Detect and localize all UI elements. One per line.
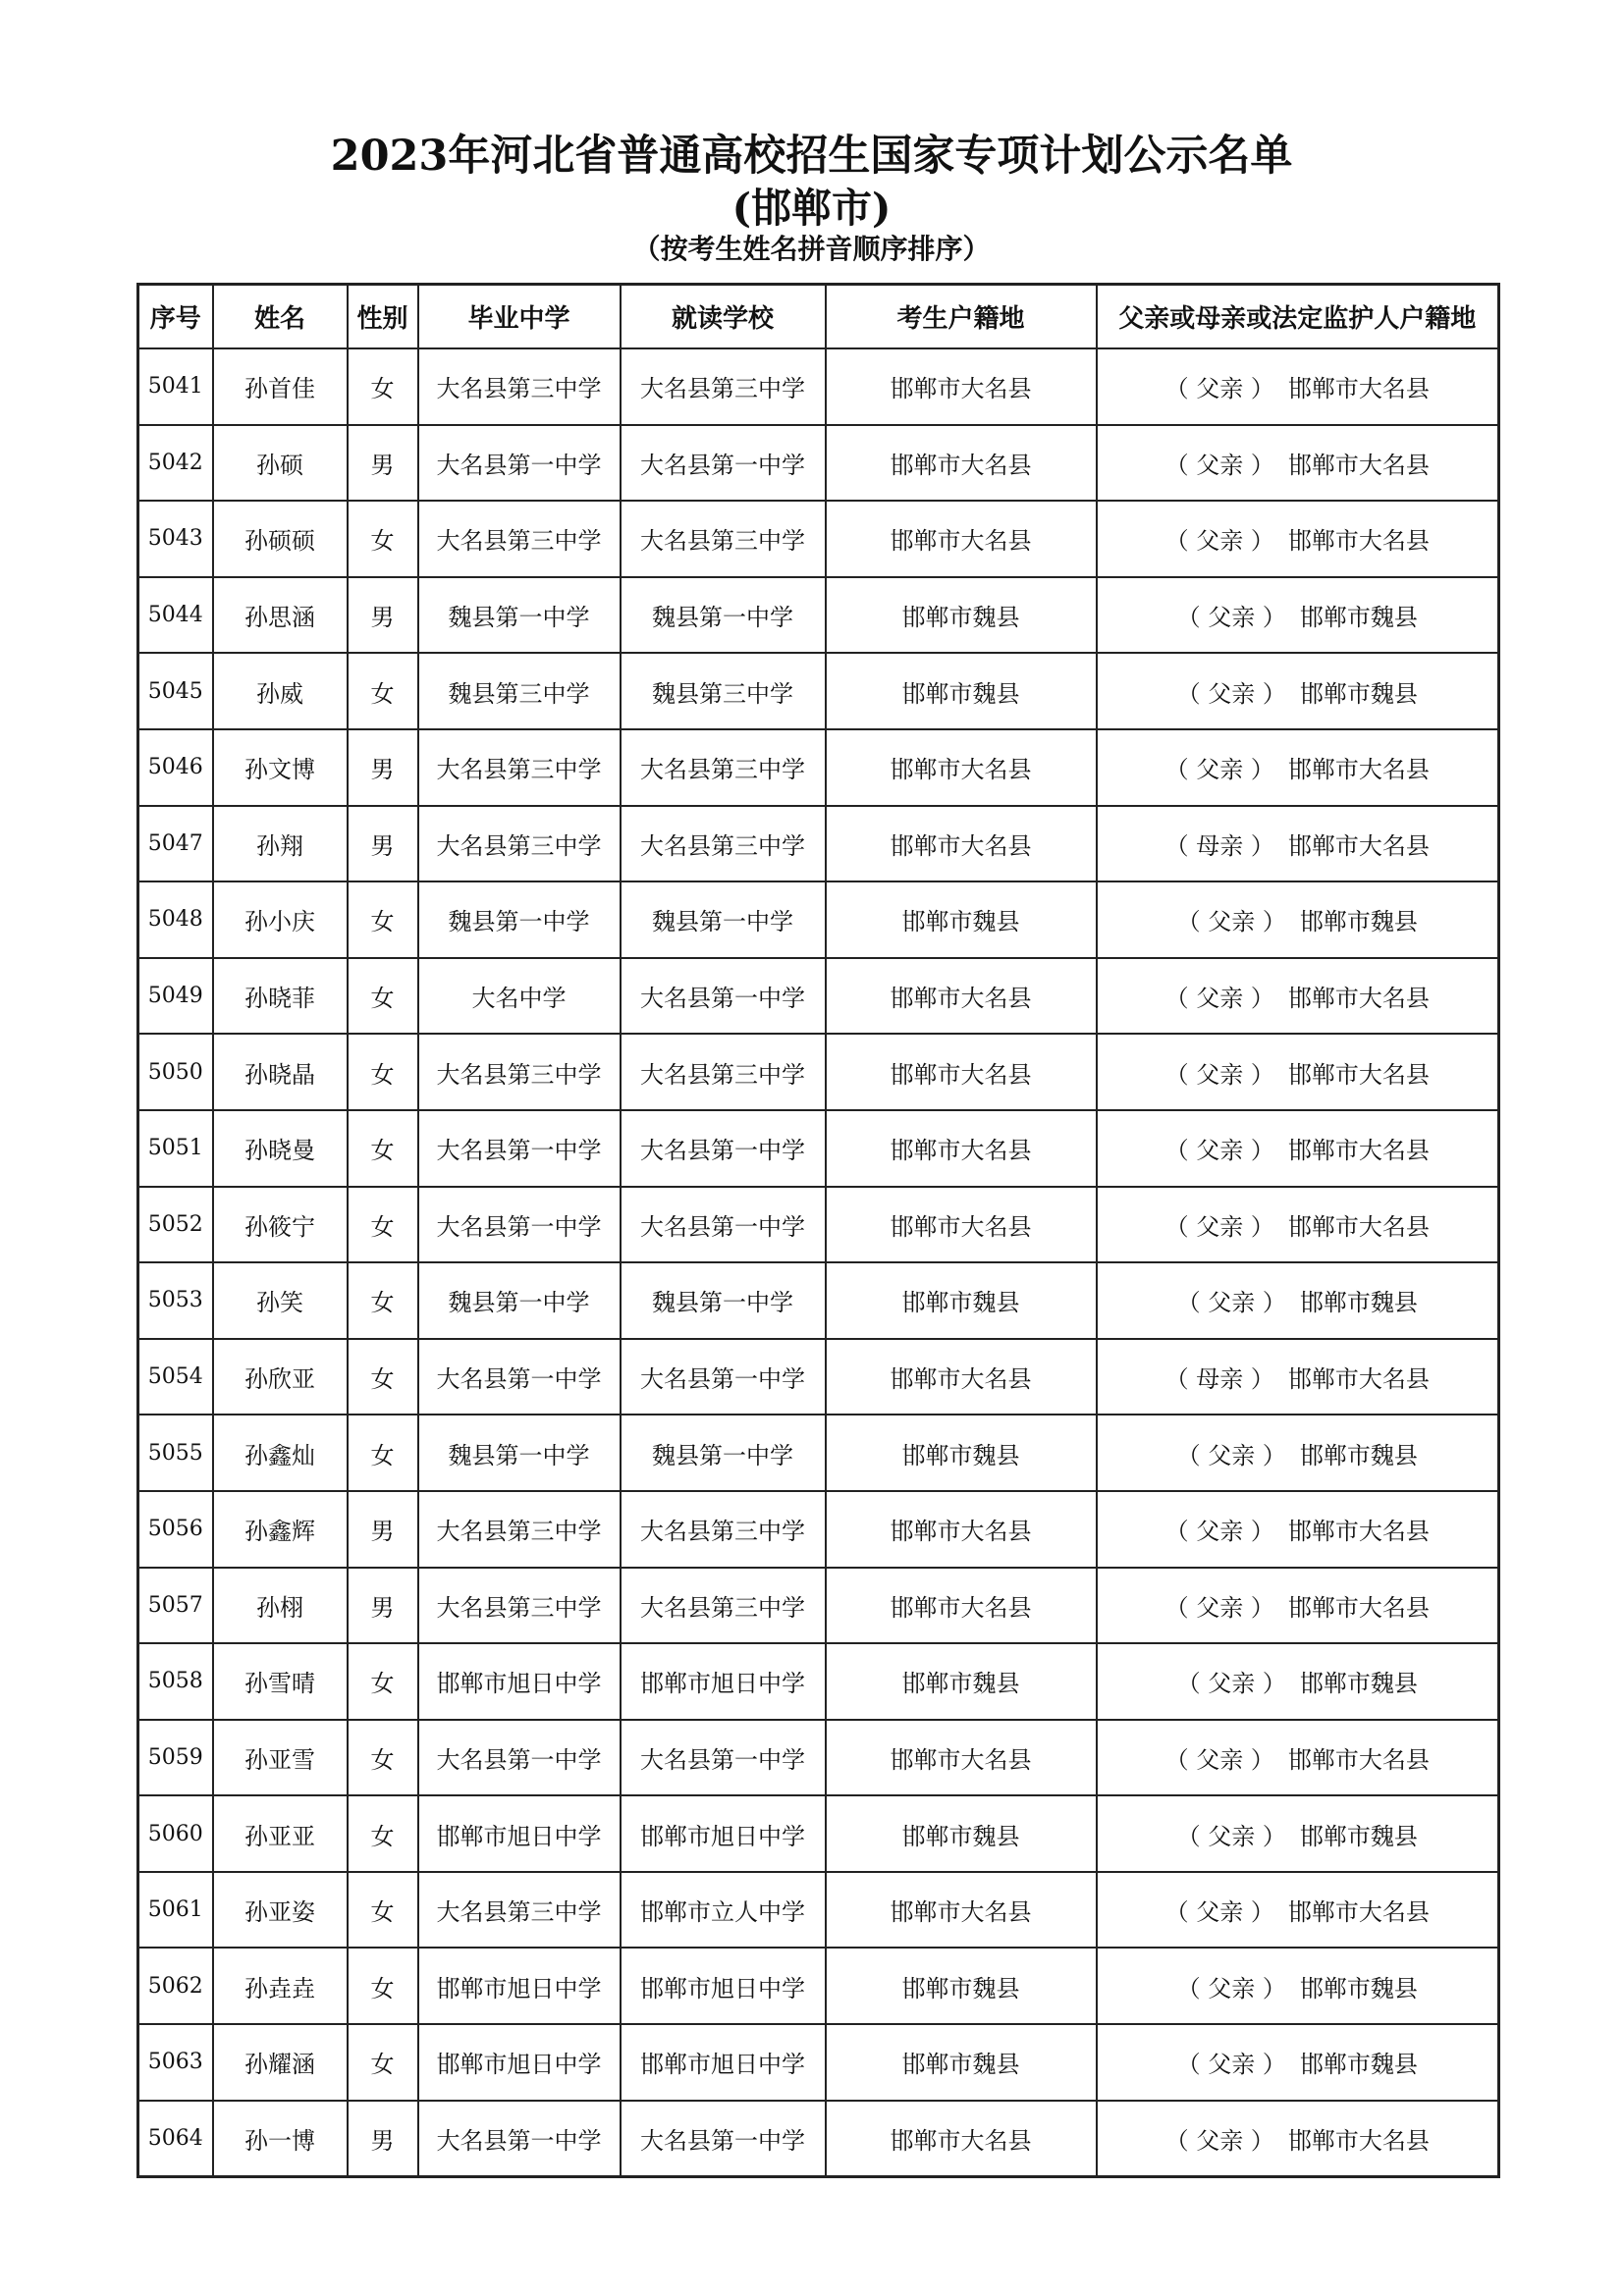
table-row bbox=[138, 1720, 1499, 1796]
cell-grad-school: 大名县第一中学 bbox=[418, 425, 621, 502]
column-header-guardian-residence: 父亲或母亲或法定监护人户籍地 bbox=[1097, 285, 1499, 349]
guardian-residence: 邯郸市大名县 bbox=[1287, 1365, 1430, 1394]
cell-residence: 邯郸市大名县 bbox=[826, 1568, 1097, 1644]
table-row bbox=[138, 1262, 1499, 1339]
cell-seq: 5053 bbox=[138, 1262, 213, 1339]
guardian-relation: （ 父亲 ） bbox=[1176, 604, 1286, 632]
cell-guardian bbox=[1097, 1491, 1499, 1568]
cell-gender: 男 bbox=[348, 1568, 418, 1644]
document-title: 2023年河北省普通高校招生国家专项计划公示名单 bbox=[330, 132, 1293, 181]
table-row bbox=[138, 1187, 1499, 1263]
guardian-relation: （ 父亲 ） bbox=[1164, 985, 1274, 1013]
cell-gender: 男 bbox=[348, 2101, 418, 2177]
cell-seq: 5046 bbox=[138, 729, 213, 806]
cell-gender: 男 bbox=[348, 425, 418, 502]
cell-residence: 邯郸市魏县 bbox=[826, 1643, 1097, 1720]
cell-seq: 5052 bbox=[138, 1187, 213, 1263]
guardian-residence: 邯郸市大名县 bbox=[1287, 756, 1430, 784]
guardian-relation: （ 父亲 ） bbox=[1176, 2051, 1286, 2079]
cell-seq: 5063 bbox=[138, 2024, 213, 2101]
cell-name: 孙垚垚 bbox=[213, 1948, 348, 2024]
cell-seq: 5048 bbox=[138, 881, 213, 958]
cell-current-school: 大名县第三中学 bbox=[621, 1491, 826, 1568]
cell-guardian bbox=[1097, 729, 1499, 806]
cell-guardian bbox=[1097, 1110, 1499, 1187]
cell-name: 孙翔 bbox=[213, 806, 348, 882]
table-row bbox=[138, 1568, 1499, 1644]
cell-grad-school: 大名县第三中学 bbox=[418, 806, 621, 882]
cell-current-school: 邯郸市旭日中学 bbox=[621, 1795, 826, 1872]
guardian-relation: （ 父亲 ） bbox=[1164, 527, 1274, 556]
cell-current-school: 大名县第三中学 bbox=[621, 1034, 826, 1110]
cell-grad-school: 邯郸市旭日中学 bbox=[418, 1795, 621, 1872]
cell-residence: 邯郸市大名县 bbox=[826, 1339, 1097, 1415]
guardian-residence: 邯郸市大名县 bbox=[1287, 1898, 1430, 1927]
cell-name: 孙晓曼 bbox=[213, 1110, 348, 1187]
cell-current-school: 邯郸市旭日中学 bbox=[621, 1643, 826, 1720]
cell-grad-school: 大名县第三中学 bbox=[418, 1568, 621, 1644]
cell-seq: 5051 bbox=[138, 1110, 213, 1187]
guardian-residence: 邯郸市大名县 bbox=[1287, 451, 1430, 479]
cell-residence: 邯郸市大名县 bbox=[826, 806, 1097, 882]
cell-name: 孙晓晶 bbox=[213, 1034, 348, 1110]
guardian-relation: （ 父亲 ） bbox=[1176, 908, 1286, 936]
cell-seq: 5045 bbox=[138, 653, 213, 729]
cell-gender: 男 bbox=[348, 806, 418, 882]
cell-grad-school: 魏县第一中学 bbox=[418, 1415, 621, 1491]
table-row bbox=[138, 806, 1499, 882]
guardian-residence: 邯郸市魏县 bbox=[1299, 1822, 1418, 1850]
cell-seq: 5050 bbox=[138, 1034, 213, 1110]
cell-gender: 女 bbox=[348, 1795, 418, 1872]
cell-gender: 女 bbox=[348, 1262, 418, 1339]
column-header-grad-school: 毕业中学 bbox=[418, 285, 621, 349]
guardian-relation: （ 父亲 ） bbox=[1176, 1289, 1286, 1317]
cell-seq: 5061 bbox=[138, 1872, 213, 1949]
cell-name: 孙文博 bbox=[213, 729, 348, 806]
table-row bbox=[138, 1110, 1499, 1187]
guardian-relation: （ 父亲 ） bbox=[1164, 1518, 1274, 1546]
cell-residence: 邯郸市大名县 bbox=[826, 729, 1097, 806]
guardian-residence: 邯郸市大名县 bbox=[1287, 1745, 1430, 1774]
table-row bbox=[138, 1339, 1499, 1415]
guardian-relation: （ 父亲 ） bbox=[1176, 679, 1286, 708]
guardian-relation: （ 母亲 ） bbox=[1164, 831, 1274, 860]
cell-residence: 邯郸市魏县 bbox=[826, 1948, 1097, 2024]
document-subtitle: (邯郸市) bbox=[731, 185, 892, 232]
cell-name: 孙思涵 bbox=[213, 577, 348, 654]
cell-current-school: 大名县第一中学 bbox=[621, 1187, 826, 1263]
cell-grad-school: 魏县第一中学 bbox=[418, 577, 621, 654]
guardian-residence: 邯郸市魏县 bbox=[1299, 1289, 1418, 1317]
cell-name: 孙耀涵 bbox=[213, 2024, 348, 2101]
cell-guardian bbox=[1097, 1187, 1499, 1263]
cell-guardian bbox=[1097, 1568, 1499, 1644]
cell-current-school: 大名县第一中学 bbox=[621, 1339, 826, 1415]
column-header-gender: 性别 bbox=[348, 285, 418, 349]
column-header-current-school: 就读学校 bbox=[621, 285, 826, 349]
cell-name: 孙笑 bbox=[213, 1262, 348, 1339]
guardian-residence: 邯郸市大名县 bbox=[1287, 1518, 1430, 1546]
cell-gender: 男 bbox=[348, 1491, 418, 1568]
guardian-residence: 邯郸市魏县 bbox=[1299, 604, 1418, 632]
cell-current-school: 邯郸市旭日中学 bbox=[621, 2024, 826, 2101]
guardian-residence: 邯郸市魏县 bbox=[1299, 1670, 1418, 1698]
cell-seq: 5043 bbox=[138, 501, 213, 577]
cell-seq: 5049 bbox=[138, 958, 213, 1035]
cell-residence: 邯郸市魏县 bbox=[826, 653, 1097, 729]
cell-residence: 邯郸市魏县 bbox=[826, 881, 1097, 958]
cell-gender: 女 bbox=[348, 1034, 418, 1110]
cell-seq: 5042 bbox=[138, 425, 213, 502]
cell-residence: 邯郸市大名县 bbox=[826, 1034, 1097, 1110]
guardian-relation: （ 父亲 ） bbox=[1176, 1974, 1286, 2002]
column-header-residence: 考生户籍地 bbox=[826, 285, 1097, 349]
cell-grad-school: 邯郸市旭日中学 bbox=[418, 2024, 621, 2101]
cell-name: 孙栩 bbox=[213, 1568, 348, 1644]
table-row bbox=[138, 348, 1499, 425]
guardian-residence: 邯郸市大名县 bbox=[1287, 527, 1430, 556]
table-row bbox=[138, 577, 1499, 654]
cell-residence: 邯郸市魏县 bbox=[826, 1795, 1097, 1872]
cell-gender: 女 bbox=[348, 1110, 418, 1187]
table-row bbox=[138, 1643, 1499, 1720]
cell-gender: 女 bbox=[348, 1339, 418, 1415]
cell-residence: 邯郸市魏县 bbox=[826, 577, 1097, 654]
cell-guardian bbox=[1097, 958, 1499, 1035]
guardian-residence: 邯郸市大名县 bbox=[1287, 1593, 1430, 1622]
cell-current-school: 大名县第三中学 bbox=[621, 501, 826, 577]
cell-current-school: 大名县第三中学 bbox=[621, 348, 826, 425]
guardian-residence: 邯郸市魏县 bbox=[1299, 1441, 1418, 1469]
cell-gender: 女 bbox=[348, 1720, 418, 1796]
table-row bbox=[138, 653, 1499, 729]
cell-current-school: 大名县第三中学 bbox=[621, 806, 826, 882]
cell-guardian bbox=[1097, 653, 1499, 729]
cell-seq: 5057 bbox=[138, 1568, 213, 1644]
cell-current-school: 魏县第一中学 bbox=[621, 1262, 826, 1339]
cell-residence: 邯郸市大名县 bbox=[826, 1872, 1097, 1949]
table-row bbox=[138, 1795, 1499, 1872]
cell-name: 孙威 bbox=[213, 653, 348, 729]
guardian-relation: （ 父亲 ） bbox=[1164, 2126, 1274, 2155]
guardian-relation: （ 父亲 ） bbox=[1164, 451, 1274, 479]
column-header-seq: 序号 bbox=[138, 285, 213, 349]
cell-name: 孙鑫灿 bbox=[213, 1415, 348, 1491]
guardian-relation: （ 母亲 ） bbox=[1164, 1365, 1274, 1394]
guardian-relation: （ 父亲 ） bbox=[1164, 1593, 1274, 1622]
cell-name: 孙晓菲 bbox=[213, 958, 348, 1035]
cell-current-school: 魏县第三中学 bbox=[621, 653, 826, 729]
guardian-relation: （ 父亲 ） bbox=[1164, 1137, 1274, 1165]
cell-name: 孙硕硕 bbox=[213, 501, 348, 577]
cell-grad-school: 大名县第一中学 bbox=[418, 1110, 621, 1187]
table-row bbox=[138, 1415, 1499, 1491]
cell-grad-school: 邯郸市旭日中学 bbox=[418, 1948, 621, 2024]
guardian-relation: （ 父亲 ） bbox=[1164, 756, 1274, 784]
cell-gender: 女 bbox=[348, 958, 418, 1035]
cell-current-school: 邯郸市旭日中学 bbox=[621, 1948, 826, 2024]
cell-gender: 女 bbox=[348, 348, 418, 425]
roster-table bbox=[136, 283, 1500, 2178]
cell-name: 孙首佳 bbox=[213, 348, 348, 425]
cell-name: 孙鑫辉 bbox=[213, 1491, 348, 1568]
guardian-relation: （ 父亲 ） bbox=[1164, 1745, 1274, 1774]
cell-seq: 5054 bbox=[138, 1339, 213, 1415]
cell-guardian bbox=[1097, 1872, 1499, 1949]
cell-guardian bbox=[1097, 1339, 1499, 1415]
guardian-relation: （ 父亲 ） bbox=[1176, 1670, 1286, 1698]
cell-guardian bbox=[1097, 1415, 1499, 1491]
cell-current-school: 大名县第三中学 bbox=[621, 729, 826, 806]
cell-current-school: 大名县第一中学 bbox=[621, 1110, 826, 1187]
cell-seq: 5055 bbox=[138, 1415, 213, 1491]
cell-gender: 女 bbox=[348, 653, 418, 729]
table-row bbox=[138, 1872, 1499, 1949]
guardian-residence: 邯郸市大名县 bbox=[1287, 985, 1430, 1013]
table-row bbox=[138, 501, 1499, 577]
cell-gender: 女 bbox=[348, 1643, 418, 1720]
cell-current-school: 大名县第一中学 bbox=[621, 958, 826, 1035]
cell-gender: 女 bbox=[348, 1948, 418, 2024]
cell-grad-school: 大名县第三中学 bbox=[418, 1034, 621, 1110]
table-row bbox=[138, 425, 1499, 502]
guardian-relation: （ 父亲 ） bbox=[1176, 1441, 1286, 1469]
sort-note: （按考生姓名拼音顺序排序） bbox=[632, 233, 991, 265]
cell-name: 孙硕 bbox=[213, 425, 348, 502]
cell-seq: 5044 bbox=[138, 577, 213, 654]
guardian-residence: 邯郸市大名县 bbox=[1287, 2126, 1430, 2155]
cell-seq: 5059 bbox=[138, 1720, 213, 1796]
cell-residence: 邯郸市魏县 bbox=[826, 2024, 1097, 2101]
cell-name: 孙亚姿 bbox=[213, 1872, 348, 1949]
table-row bbox=[138, 958, 1499, 1035]
cell-grad-school: 大名县第一中学 bbox=[418, 2101, 621, 2177]
cell-grad-school: 魏县第一中学 bbox=[418, 881, 621, 958]
table-header-row bbox=[138, 285, 1499, 349]
cell-gender: 女 bbox=[348, 1187, 418, 1263]
cell-grad-school: 大名县第一中学 bbox=[418, 1339, 621, 1415]
guardian-relation: （ 父亲 ） bbox=[1176, 1822, 1286, 1850]
cell-name: 孙小庆 bbox=[213, 881, 348, 958]
cell-gender: 女 bbox=[348, 2024, 418, 2101]
cell-grad-school: 大名县第三中学 bbox=[418, 729, 621, 806]
cell-guardian bbox=[1097, 348, 1499, 425]
cell-gender: 女 bbox=[348, 1872, 418, 1949]
cell-name: 孙亚雪 bbox=[213, 1720, 348, 1796]
cell-grad-school: 大名中学 bbox=[418, 958, 621, 1035]
guardian-residence: 邯郸市魏县 bbox=[1299, 2051, 1418, 2079]
cell-gender: 女 bbox=[348, 1415, 418, 1491]
table-row bbox=[138, 2024, 1499, 2101]
table-row bbox=[138, 729, 1499, 806]
cell-guardian bbox=[1097, 577, 1499, 654]
guardian-residence: 邯郸市魏县 bbox=[1299, 679, 1418, 708]
cell-seq: 5064 bbox=[138, 2101, 213, 2177]
cell-guardian bbox=[1097, 1720, 1499, 1796]
cell-grad-school: 魏县第一中学 bbox=[418, 1262, 621, 1339]
cell-gender: 女 bbox=[348, 501, 418, 577]
guardian-relation: （ 父亲 ） bbox=[1164, 1212, 1274, 1241]
guardian-residence: 邯郸市大名县 bbox=[1287, 375, 1430, 403]
cell-guardian bbox=[1097, 2024, 1499, 2101]
cell-residence: 邯郸市大名县 bbox=[826, 1110, 1097, 1187]
cell-gender: 女 bbox=[348, 881, 418, 958]
cell-gender: 男 bbox=[348, 577, 418, 654]
cell-current-school: 大名县第一中学 bbox=[621, 2101, 826, 2177]
cell-grad-school: 大名县第三中学 bbox=[418, 1491, 621, 1568]
cell-grad-school: 大名县第三中学 bbox=[418, 501, 621, 577]
cell-seq: 5041 bbox=[138, 348, 213, 425]
cell-seq: 5047 bbox=[138, 806, 213, 882]
cell-guardian bbox=[1097, 425, 1499, 502]
guardian-residence: 邯郸市大名县 bbox=[1287, 831, 1430, 860]
table-body bbox=[138, 348, 1499, 2177]
cell-guardian bbox=[1097, 501, 1499, 577]
cell-seq: 5056 bbox=[138, 1491, 213, 1568]
cell-current-school: 大名县第一中学 bbox=[621, 1720, 826, 1796]
cell-current-school: 魏县第一中学 bbox=[621, 881, 826, 958]
guardian-residence: 邯郸市魏县 bbox=[1299, 908, 1418, 936]
cell-residence: 邯郸市大名县 bbox=[826, 425, 1097, 502]
cell-name: 孙欣亚 bbox=[213, 1339, 348, 1415]
cell-residence: 邯郸市大名县 bbox=[826, 958, 1097, 1035]
table-row bbox=[138, 881, 1499, 958]
cell-residence: 邯郸市大名县 bbox=[826, 1491, 1097, 1568]
cell-seq: 5060 bbox=[138, 1795, 213, 1872]
cell-grad-school: 大名县第一中学 bbox=[418, 1720, 621, 1796]
cell-current-school: 大名县第三中学 bbox=[621, 1568, 826, 1644]
cell-residence: 邯郸市魏县 bbox=[826, 1262, 1097, 1339]
guardian-residence: 邯郸市大名县 bbox=[1287, 1060, 1430, 1089]
cell-guardian bbox=[1097, 1948, 1499, 2024]
cell-current-school: 魏县第一中学 bbox=[621, 1415, 826, 1491]
cell-grad-school: 大名县第三中学 bbox=[418, 1872, 621, 1949]
cell-residence: 邯郸市大名县 bbox=[826, 1187, 1097, 1263]
guardian-relation: （ 父亲 ） bbox=[1164, 1060, 1274, 1089]
cell-guardian bbox=[1097, 806, 1499, 882]
cell-grad-school: 大名县第三中学 bbox=[418, 348, 621, 425]
cell-gender: 男 bbox=[348, 729, 418, 806]
column-header-name: 姓名 bbox=[213, 285, 348, 349]
table-row bbox=[138, 2101, 1499, 2177]
guardian-relation: （ 父亲 ） bbox=[1164, 1898, 1274, 1927]
cell-residence: 邯郸市大名县 bbox=[826, 1720, 1097, 1796]
cell-residence: 邯郸市魏县 bbox=[826, 1415, 1097, 1491]
cell-guardian bbox=[1097, 1034, 1499, 1110]
cell-guardian bbox=[1097, 1795, 1499, 1872]
cell-residence: 邯郸市大名县 bbox=[826, 501, 1097, 577]
cell-current-school: 邯郸市立人中学 bbox=[621, 1872, 826, 1949]
cell-current-school: 大名县第一中学 bbox=[621, 425, 826, 502]
cell-grad-school: 邯郸市旭日中学 bbox=[418, 1643, 621, 1720]
cell-guardian bbox=[1097, 1262, 1499, 1339]
cell-residence: 邯郸市大名县 bbox=[826, 348, 1097, 425]
cell-current-school: 魏县第一中学 bbox=[621, 577, 826, 654]
cell-name: 孙雪晴 bbox=[213, 1643, 348, 1720]
cell-guardian bbox=[1097, 881, 1499, 958]
cell-grad-school: 魏县第三中学 bbox=[418, 653, 621, 729]
guardian-relation: （ 父亲 ） bbox=[1164, 375, 1274, 403]
cell-grad-school: 大名县第一中学 bbox=[418, 1187, 621, 1263]
cell-seq: 5058 bbox=[138, 1643, 213, 1720]
cell-guardian bbox=[1097, 2101, 1499, 2177]
table-row bbox=[138, 1491, 1499, 1568]
cell-name: 孙筱宁 bbox=[213, 1187, 348, 1263]
table-row bbox=[138, 1948, 1499, 2024]
cell-name: 孙亚亚 bbox=[213, 1795, 348, 1872]
guardian-residence: 邯郸市魏县 bbox=[1299, 1974, 1418, 2002]
cell-residence: 邯郸市大名县 bbox=[826, 2101, 1097, 2177]
cell-guardian bbox=[1097, 1643, 1499, 1720]
cell-seq: 5062 bbox=[138, 1948, 213, 2024]
table-row bbox=[138, 1034, 1499, 1110]
cell-name: 孙一博 bbox=[213, 2101, 348, 2177]
guardian-residence: 邯郸市大名县 bbox=[1287, 1212, 1430, 1241]
guardian-residence: 邯郸市大名县 bbox=[1287, 1137, 1430, 1165]
